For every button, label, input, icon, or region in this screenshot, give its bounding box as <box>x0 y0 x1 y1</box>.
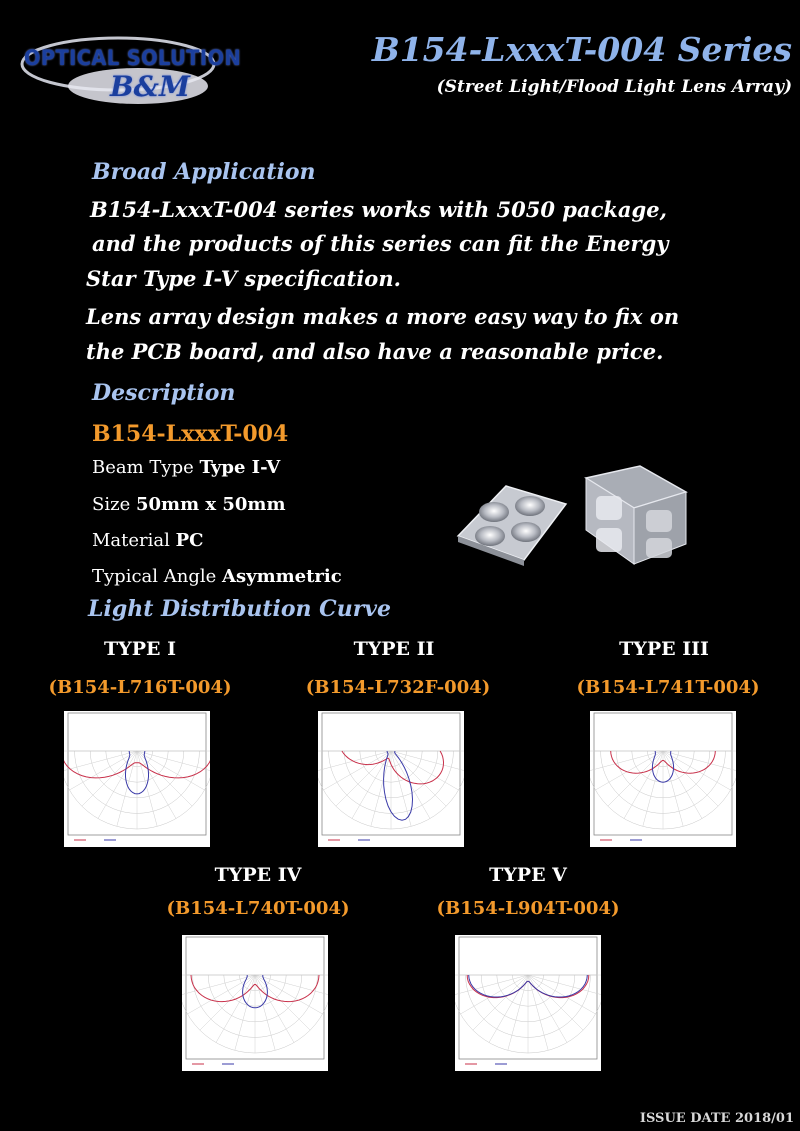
page-subtitle: (Street Light/Flood Light Lens Array) <box>436 77 792 97</box>
type-1-label: TYPE I <box>104 638 176 660</box>
polar-chart-svg <box>590 711 736 847</box>
spec-size <box>92 494 286 515</box>
polar-chart-type-5 <box>455 935 601 1071</box>
polar-chart-svg <box>182 935 328 1071</box>
spec-typical-angle <box>92 566 342 587</box>
type-3-label: TYPE III <box>619 638 709 660</box>
spec-label: Typical Angle <box>92 566 217 587</box>
type-5-label: TYPE V <box>489 864 567 886</box>
broad-application-line: and the products of this series can fit the Energy <box>92 231 669 256</box>
type-2-label: TYPE II <box>353 638 435 660</box>
light-distribution-heading: Light Distribution Curve <box>88 596 392 622</box>
type-2-model: (B154-L732F-004) <box>305 677 491 698</box>
spec-value: Asymmetric <box>222 566 342 587</box>
broad-application-line: Star Type I-V specification. <box>86 266 401 291</box>
polar-chart-type-2 <box>318 711 464 847</box>
issue-date: ISSUE DATE 2018/01 <box>639 1111 794 1126</box>
broad-application-line: B154-LxxxT-004 series works with 5050 package, <box>90 197 667 222</box>
broad-application-line: Lens array design makes a more easy way to fix on <box>86 304 680 329</box>
logo-sub: B&M <box>110 70 190 103</box>
spec-label: Beam Type <box>92 457 194 478</box>
type-1-model: (B154-L716T-004) <box>48 677 232 698</box>
polar-chart-svg <box>318 711 464 847</box>
polar-chart-type-3 <box>590 711 736 847</box>
model-number: B154-LxxxT-004 <box>92 421 289 447</box>
type-4-model: (B154-L740T-004) <box>166 898 350 919</box>
broad-application-line: the PCB board, and also have a reasonable price. <box>86 339 664 364</box>
lens-array-photo <box>450 448 690 570</box>
polar-chart-svg <box>64 711 210 847</box>
polar-chart-type-1 <box>64 711 210 847</box>
broad-application-heading: Broad Application <box>92 159 316 185</box>
type-3-model: (B154-L741T-004) <box>576 677 760 698</box>
type-5-model: (B154-L904T-004) <box>436 898 620 919</box>
spec-value: 50mm x 50mm <box>135 494 286 515</box>
spec-material <box>92 530 204 551</box>
spec-beam-type <box>92 457 280 478</box>
polar-chart-svg <box>455 935 601 1071</box>
spec-value: PC <box>175 530 204 551</box>
logo-text: OPTICAL SOLUTION <box>24 46 242 70</box>
spec-label: Material <box>92 530 170 551</box>
page-title: B154-LxxxT-004 Series <box>371 30 792 69</box>
polar-chart-type-4 <box>182 935 328 1071</box>
type-4-label: TYPE IV <box>214 864 302 886</box>
spec-label: Size <box>92 494 131 515</box>
description-heading: Description <box>92 380 236 406</box>
company-logo <box>18 24 242 110</box>
spec-value: Type I-V <box>199 457 281 478</box>
